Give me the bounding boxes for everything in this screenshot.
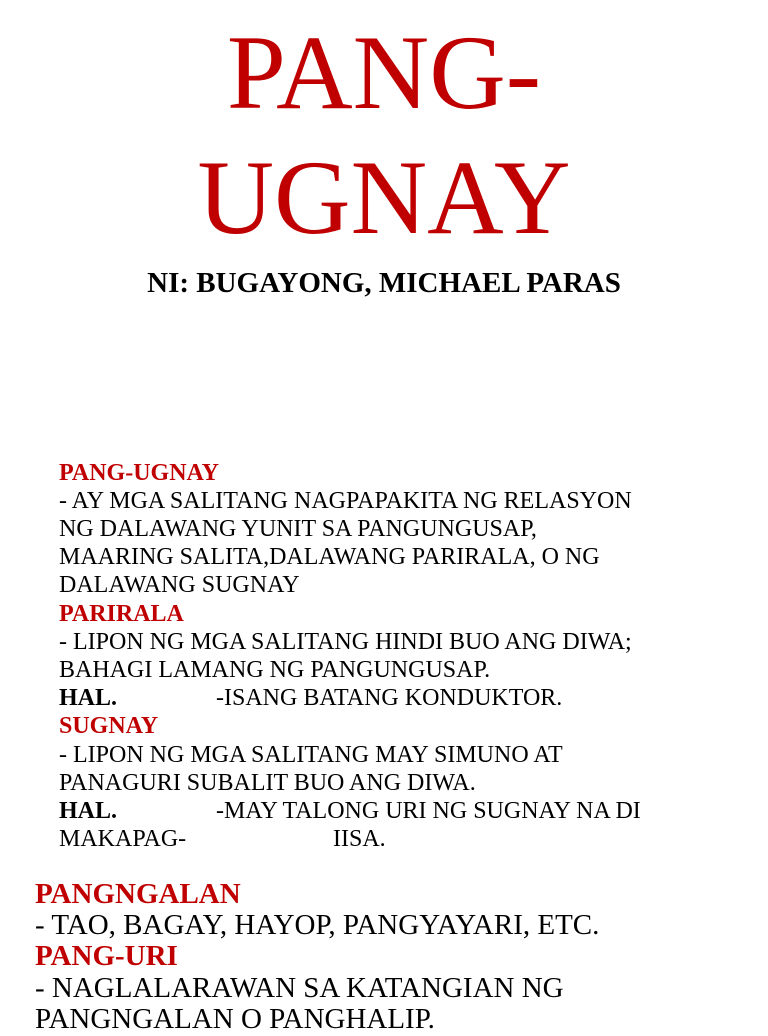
- definition-line: - TAO, BAGAY, HAYOP, PANGYAYARI, ETC.: [35, 909, 600, 941]
- definition-line: - LIPON NG MGA SALITANG HINDI BUO ANG DIWA;: [59, 629, 632, 655]
- author-line: NI: BUGAYONG, MICHAEL PARAS: [147, 267, 621, 299]
- example-text: -ISANG BATANG KONDUKTOR.: [216, 685, 563, 711]
- term-sugnay: SUGNAY: [59, 713, 159, 739]
- definition-line: - NAGLALARAWAN SA KATANGIAN NG: [35, 972, 564, 1004]
- title-line-2: UGNAY: [197, 139, 571, 256]
- definition-line: PANGNGALAN O PANGHALIP.: [35, 1003, 435, 1035]
- term-pangngalan: PANGNGALAN: [35, 878, 241, 910]
- definition-line: NG DALAWANG YUNIT SA PANGUNGUSAP,: [59, 516, 537, 542]
- definition-line: DALAWANG SUGNAY: [59, 572, 300, 598]
- definition-line: MAARING SALITA,DALAWANG PARIRALA, O NG: [59, 544, 600, 570]
- definition-line: BAHAGI LAMANG NG PANGUNGUSAP.: [59, 657, 491, 683]
- term-pang-uri: PANG-URI: [35, 940, 178, 972]
- example-label: HAL.: [59, 685, 118, 711]
- example-text-continued: IISA.: [333, 826, 386, 852]
- example-text: -MAY TALONG URI NG SUGNAY NA DI: [216, 798, 641, 824]
- example-text-continued: MAKAPAG-: [59, 826, 187, 852]
- definition-line: PANAGURI SUBALIT BUO ANG DIWA.: [59, 770, 476, 796]
- term-pang-ugnay: PANG-UGNAY: [59, 460, 219, 486]
- definition-line: - LIPON NG MGA SALITANG MAY SIMUNO AT: [59, 742, 563, 768]
- example-label: HAL.: [59, 798, 118, 824]
- title-line-1: PANG-: [226, 14, 542, 131]
- definition-line: - AY MGA SALITANG NAGPAPAKITA NG RELASYON: [59, 488, 632, 514]
- term-parirala: PARIRALA: [59, 601, 184, 627]
